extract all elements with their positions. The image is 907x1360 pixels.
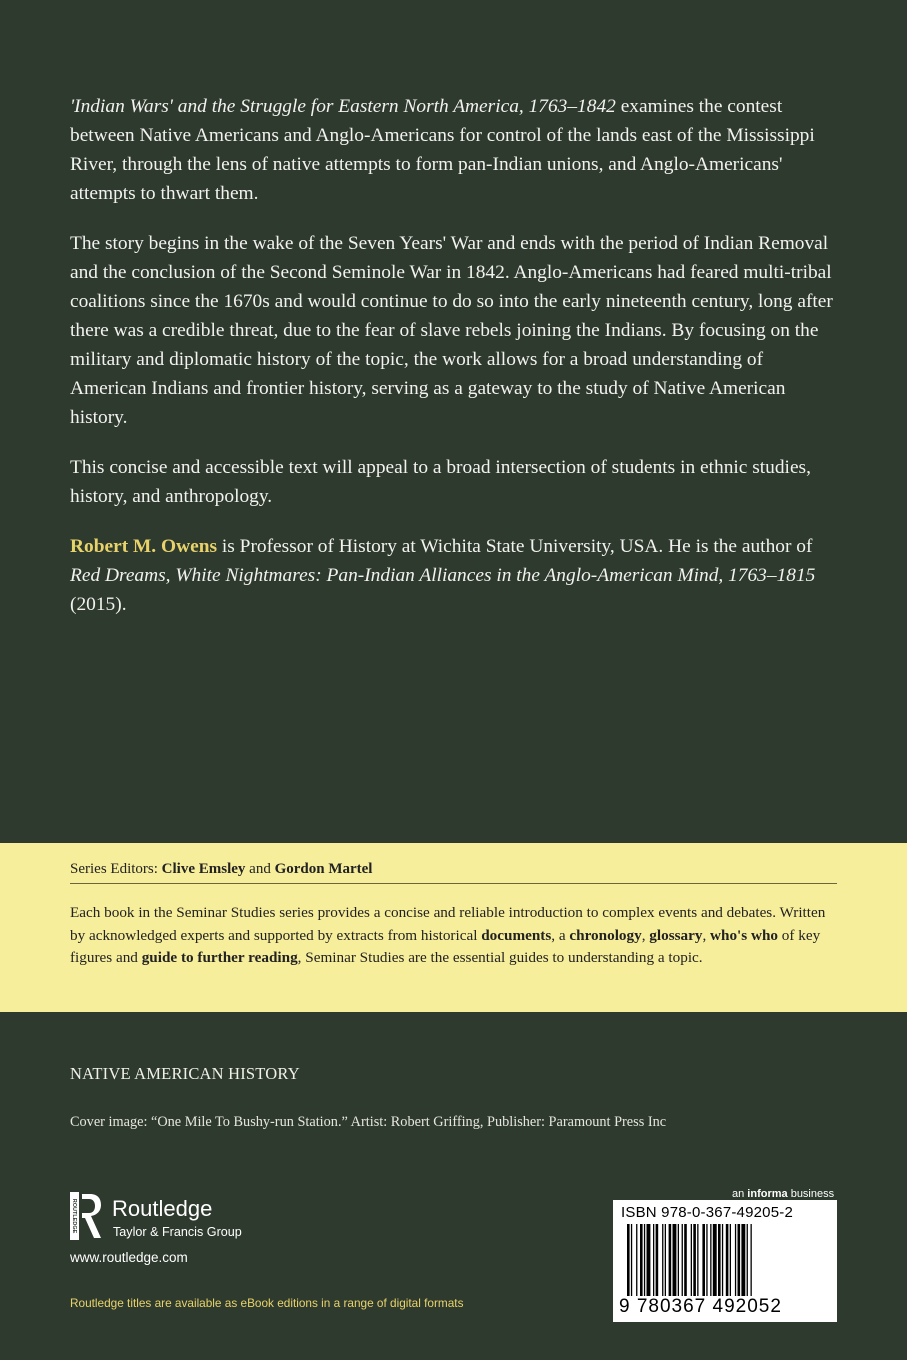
series-text: of key figures and <box>70 926 821 966</box>
informa-suffix: business <box>787 1188 835 1200</box>
series-divider <box>70 883 837 884</box>
author-previous-book: Red Dreams, White Nightmares: Pan-Indian Alliances in the Anglo-American Mind, 1763–1815 <box>70 565 816 586</box>
informa-business-tag <box>732 1188 834 1200</box>
barcode-bars <box>627 1224 827 1296</box>
series-keyword: guide to further reading <box>141 949 298 966</box>
author-bio-year: (2015). <box>70 594 127 615</box>
barcode-digits: 9 780367 492052 <box>619 1296 782 1317</box>
publisher-group: Taylor & Francis Group <box>113 1225 242 1239</box>
series-text: Each book in the Seminar Studies series provides a concise and reliable introduction to complex events and debates. Written by acknowledged experts and supported by extracts from historical <box>70 904 826 944</box>
subject-category: NATIVE AMERICAN HISTORY <box>70 1064 300 1083</box>
series-keyword: glossary <box>649 926 703 944</box>
isbn-barcode <box>613 1200 837 1322</box>
informa-prefix: an <box>732 1188 748 1200</box>
series-text: , Seminar Studies are the essential guides to understanding a topic. <box>297 949 703 966</box>
editor-name: Clive Emsley <box>161 861 246 877</box>
series-keyword: chronology <box>569 926 642 944</box>
isbn-number: ISBN 978-0-367-49205-2 <box>621 1204 794 1221</box>
series-band <box>0 843 907 1012</box>
author-bio <box>70 532 840 619</box>
publisher-url[interactable]: www.routledge.com <box>70 1250 188 1265</box>
editors-and: and <box>245 861 275 877</box>
publisher-name: Routledge <box>112 1196 213 1221</box>
series-text: , <box>641 926 650 944</box>
series-text: , <box>702 926 711 944</box>
routledge-mark-icon <box>70 1192 102 1240</box>
description-paragraph-1 <box>70 92 840 208</box>
series-editors <box>70 861 372 878</box>
routledge-logo <box>70 1192 260 1242</box>
author-bio-text: is Professor of History at Wichita State University, USA. He is the author of <box>217 536 813 557</box>
series-description <box>70 902 840 970</box>
editors-label: Series Editors: <box>70 861 162 877</box>
routledge-mark-text: ROUTLEDGE <box>71 1198 78 1234</box>
book-description <box>70 92 840 640</box>
series-keyword: documents <box>481 926 552 944</box>
ebook-note: Routledge titles are available as eBook editions in a range of digital formats <box>70 1296 464 1310</box>
description-paragraph-2: The story begins in the wake of the Seven Years' War and ends with the period of Indian Removal and the conclusion of the Second Seminole War in 1842. Anglo-Americans had feared multi-tribal coalitions since the 1670s and would continue to do so into the early nineteenth century, long after there was a credible threat, due to the fear of slave rebels joining the Indians. By focusing on the military and diplomatic history of the topic, the work allows for a broad understanding of American Indians and frontier history, serving as a gateway to the study of Native American history. <box>70 233 833 428</box>
editor-name: Gordon Martel <box>274 861 373 877</box>
cover-image-credit: Cover image: “One Mile To Bushy-run Station.” Artist: Robert Griffing, Publisher: Paramount Press Inc <box>70 1114 667 1130</box>
author-name: Robert M. Owens <box>70 536 218 557</box>
book-title: 'Indian Wars' and the Struggle for Eastern North America, 1763–1842 <box>70 96 616 117</box>
series-text: , a <box>551 926 570 944</box>
informa-brand: informa <box>747 1188 788 1200</box>
series-keyword: who's who <box>710 926 778 944</box>
description-text: examines the contest between Native Americans and Anglo-Americans for control of the lands east of the Mississippi River, through the lens of native attempts to form pan-Indian unions, and Anglo-Americans' attempts to thwart them. <box>70 96 815 204</box>
description-paragraph-3: This concise and accessible text will appeal to a broad intersection of students in ethnic studies, history, and anthropology. <box>70 457 811 507</box>
